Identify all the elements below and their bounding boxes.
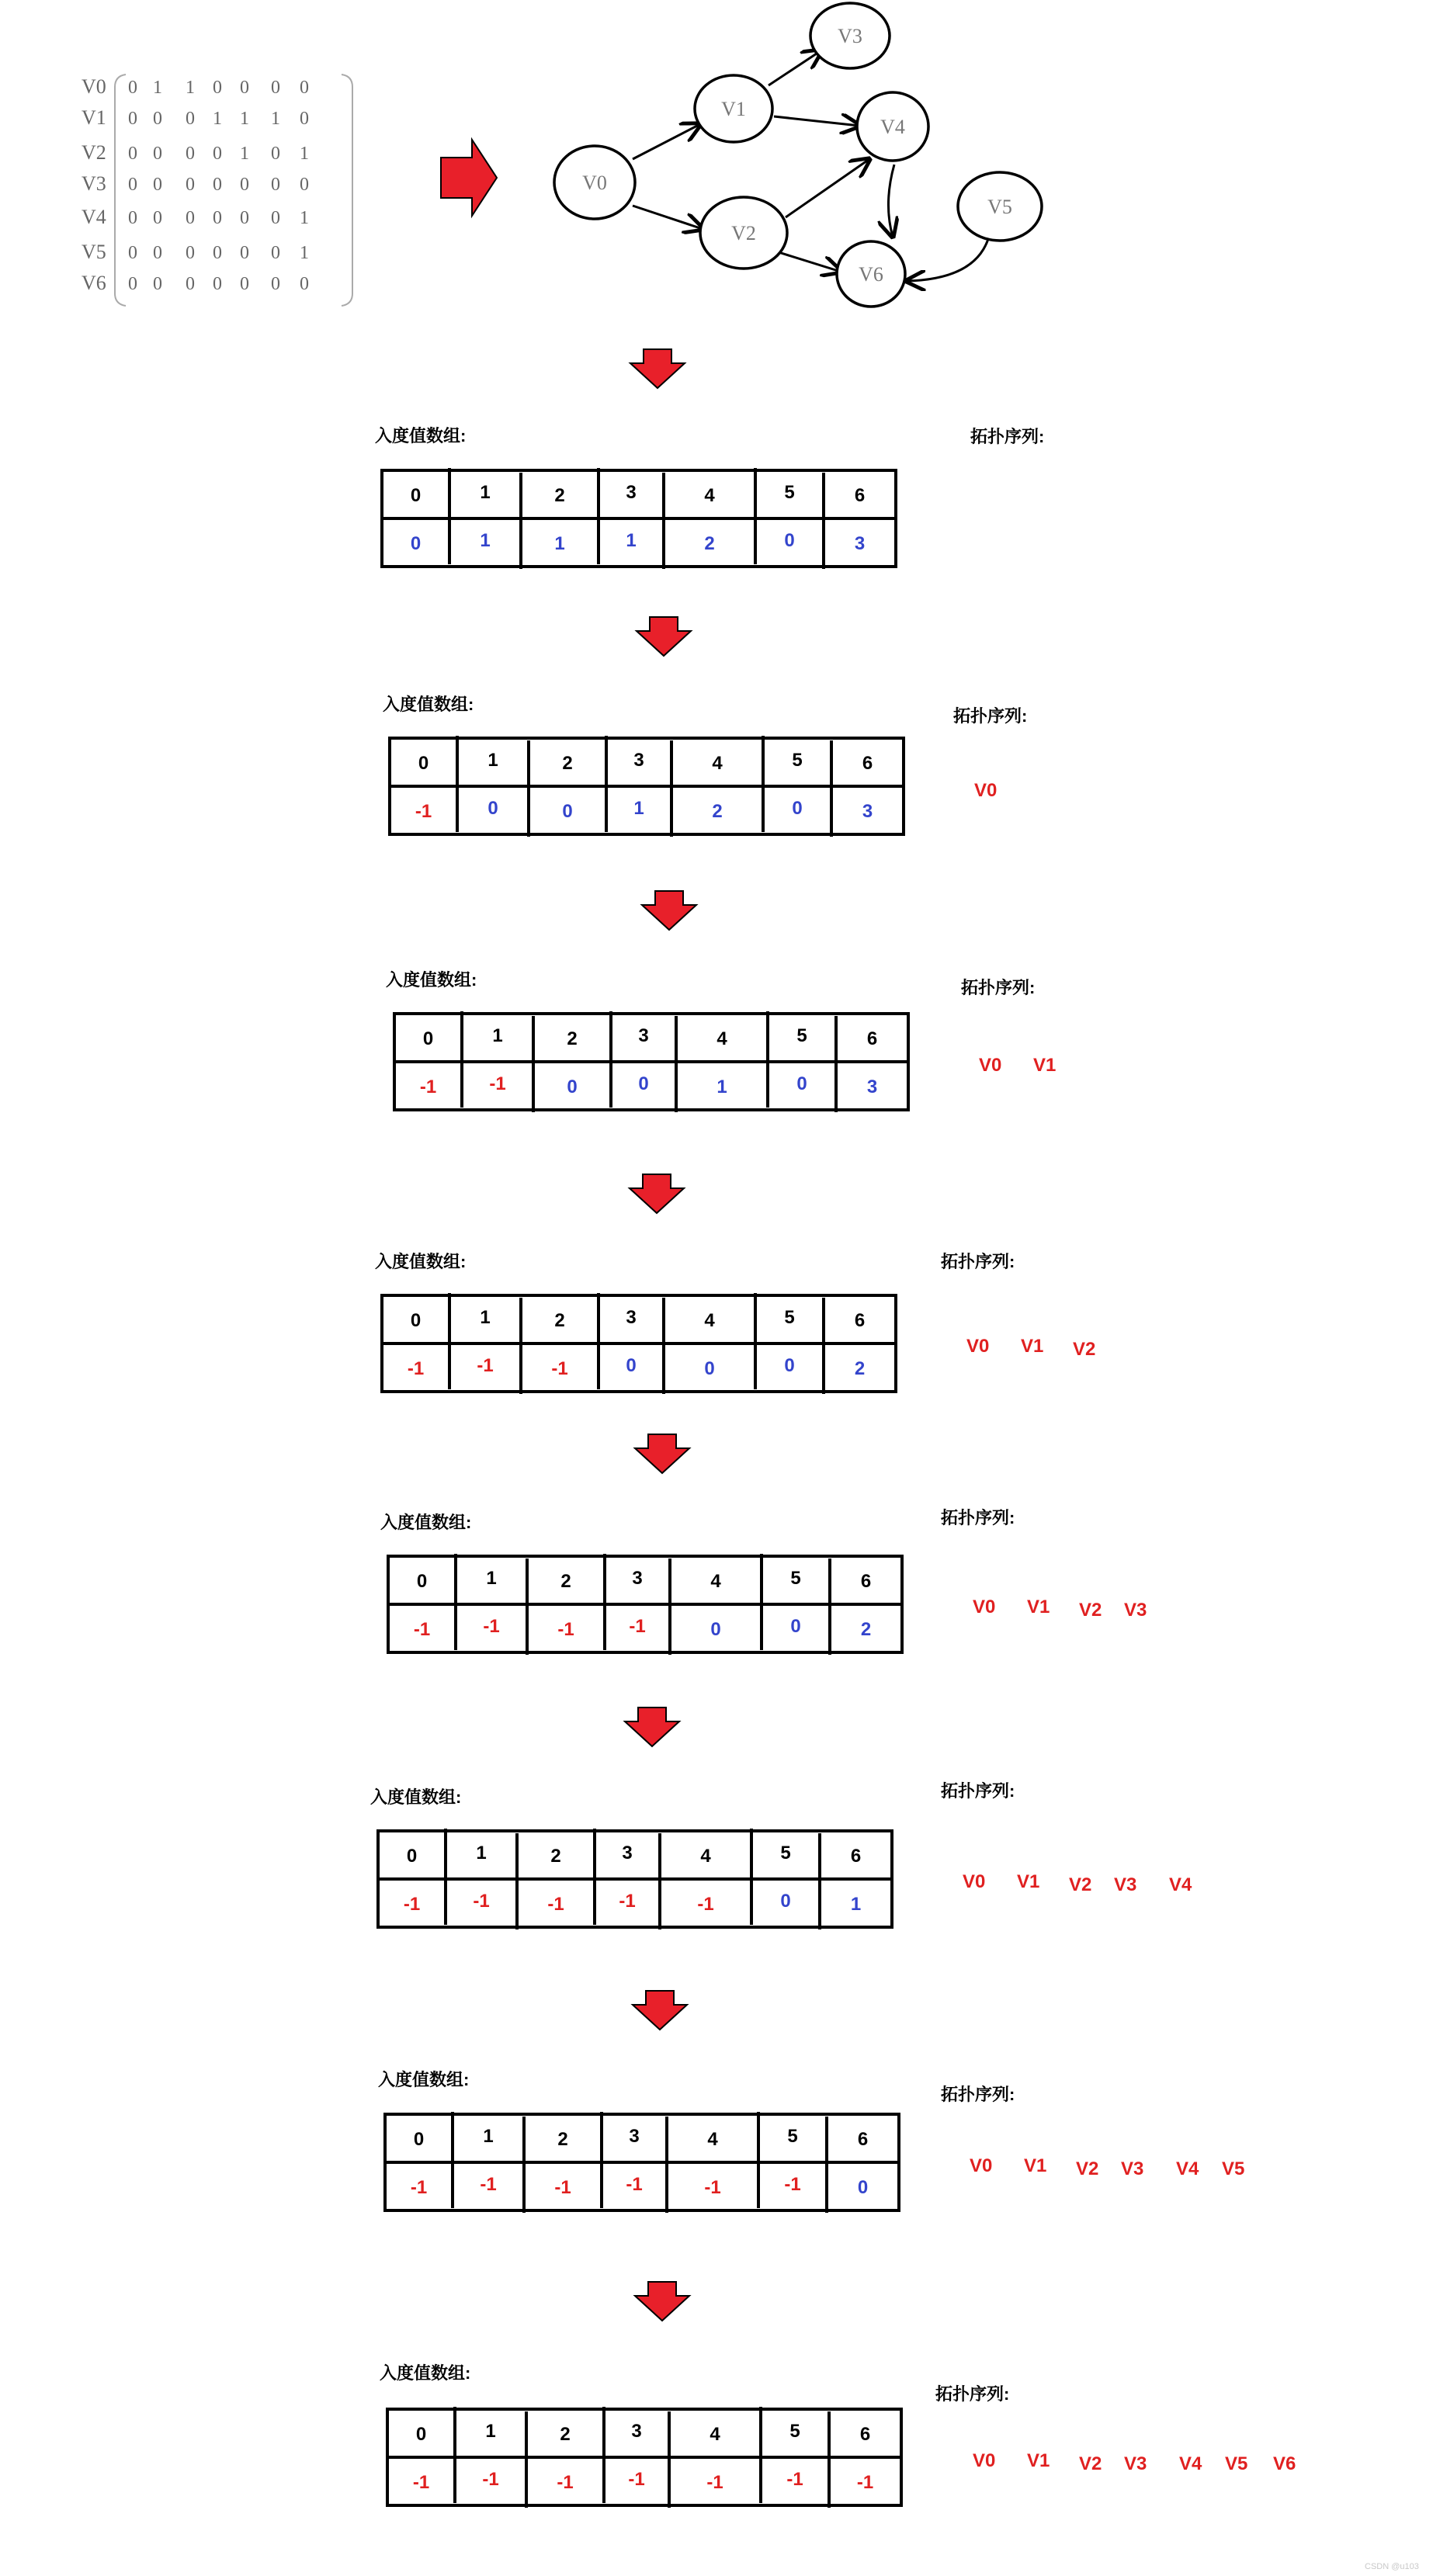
indegree-array-label: 入度值数组:: [375, 1252, 467, 1271]
topo-sequence-item: V4: [1169, 1874, 1192, 1895]
matrix-cell: 0: [186, 274, 195, 294]
indegree-table: [382, 1293, 896, 1394]
header-cell: 6: [862, 753, 873, 774]
graph-node-label: V4: [880, 116, 905, 138]
matrix-cell: 0: [240, 208, 249, 228]
steps: [370, 426, 1296, 2508]
header-cell: 3: [633, 750, 644, 771]
indegree-value-cell: 0: [704, 1358, 715, 1379]
matrix-left-bracket: [115, 75, 126, 306]
topo-sequence-label: 拓扑序列:: [941, 2085, 1015, 2104]
indegree-array-label: 入度值数组:: [386, 970, 477, 990]
matrix-cell: 0: [213, 144, 222, 164]
indegree-value-cell: 1: [554, 533, 565, 554]
down-arrow-icon: [633, 1991, 687, 2030]
header-cell: 4: [700, 1846, 711, 1867]
matrix-cell: 0: [186, 208, 195, 228]
matrix-cell: 0: [213, 243, 222, 263]
matrix-cell: 0: [271, 208, 280, 228]
indegree-value-cell: -1: [706, 2472, 723, 2493]
header-cell: 4: [716, 1028, 727, 1049]
topo-sequence-item: V0: [973, 2450, 996, 2471]
matrix-cell: 1: [300, 243, 309, 263]
step-6: [378, 2070, 1244, 2213]
topo-sequence-label: 拓扑序列:: [941, 1781, 1015, 1801]
matrix-cell: 1: [240, 109, 249, 129]
indegree-value-cell: 0: [857, 2177, 869, 2198]
matrix-cell: 0: [300, 78, 309, 98]
indegree-value-cell: -1: [704, 2177, 721, 2198]
indegree-value-cell: -1: [557, 2472, 574, 2493]
graph-node-label: V3: [838, 25, 862, 47]
indegree-value-cell: 0: [790, 1616, 801, 1637]
matrix-row-label: V0: [82, 75, 106, 98]
indegree-value-cell: 0: [784, 530, 795, 551]
matrix-cell: 1: [240, 144, 249, 164]
topo-sequence-item: V1: [1017, 1871, 1040, 1892]
topo-sequence-item: V1: [1027, 1597, 1050, 1617]
matrix-cell: 0: [213, 175, 222, 195]
adjacency-matrix: [82, 75, 352, 306]
topo-sequence-item: V0: [963, 1871, 986, 1892]
indegree-table: [382, 468, 896, 569]
indegree-value-cell: 2: [704, 533, 715, 554]
header-cell: 3: [632, 1568, 643, 1589]
indegree-value-cell: -1: [483, 1616, 500, 1637]
indegree-value-cell: 2: [860, 1619, 872, 1640]
header-cell: 6: [860, 1571, 872, 1592]
indegree-value-cell: -1: [412, 2472, 430, 2493]
matrix-cell: 0: [271, 243, 280, 263]
topo-sequence-label: 拓扑序列:: [941, 1508, 1015, 1527]
matrix-cell: 0: [271, 144, 280, 164]
matrix-cell: 0: [153, 243, 162, 263]
indegree-value-cell: -1: [856, 2472, 874, 2493]
topo-sequence-item: V1: [1027, 2450, 1050, 2471]
header-cell: 5: [787, 2126, 798, 2147]
down-arrow-icon: [630, 349, 685, 388]
matrix-cell: 0: [128, 175, 137, 195]
step-7: [380, 2363, 1296, 2508]
header-cell: 2: [560, 2424, 571, 2445]
edge-v2-v4: [786, 159, 869, 217]
header-cell: 0: [410, 485, 422, 506]
header-cell: 4: [704, 1310, 715, 1331]
matrix-row-label: V4: [82, 206, 106, 228]
indegree-value-cell: -1: [784, 2174, 801, 2195]
big-right-arrow-icon: [441, 140, 497, 216]
header-cell: 2: [554, 1310, 565, 1331]
matrix-cell: 0: [153, 109, 162, 129]
indegree-table: [390, 736, 904, 837]
indegree-value-cell: 1: [716, 1077, 727, 1097]
indegree-value-cell: 1: [626, 530, 637, 551]
header-cell: 2: [557, 2129, 568, 2150]
indegree-value-cell: -1: [419, 1077, 437, 1097]
matrix-cell: 0: [240, 78, 249, 98]
matrix-cell: 0: [153, 144, 162, 164]
topo-sequence-item: V2: [1079, 1600, 1102, 1621]
header-cell: 1: [485, 2421, 496, 2442]
graph-node-label: V1: [721, 98, 746, 120]
matrix-cell: 0: [128, 243, 137, 263]
header-cell: 0: [406, 1846, 418, 1867]
indegree-value-cell: -1: [619, 1891, 636, 1912]
indegree-value-cell: -1: [473, 1891, 490, 1912]
header-cell: 2: [554, 485, 565, 506]
indegree-value-cell: 3: [854, 533, 866, 554]
topo-sequence-label: 拓扑序列:: [953, 706, 1028, 726]
header-cell: 4: [710, 2424, 720, 2445]
header-cell: 5: [784, 1307, 795, 1328]
indegree-value-cell: 2: [854, 1358, 866, 1379]
down-arrow-icon: [642, 891, 696, 930]
header-cell: 4: [704, 485, 715, 506]
graph-node-label: V5: [987, 196, 1012, 218]
indegree-array-label: 入度值数组:: [370, 1787, 462, 1807]
matrix-cell: 0: [153, 175, 162, 195]
matrix-cell: 0: [128, 144, 137, 164]
indegree-value-cell: -1: [547, 1894, 564, 1915]
indegree-value-cell: 0: [638, 1073, 649, 1094]
topo-sequence-item: V1: [1021, 1336, 1044, 1357]
indegree-value-cell: 1: [850, 1894, 862, 1915]
header-cell: 6: [854, 1310, 866, 1331]
matrix-cell: 0: [186, 144, 195, 164]
edge-v5-v6: [907, 239, 988, 281]
matrix-cell: 0: [186, 109, 195, 129]
indegree-value-cell: -1: [410, 2177, 428, 2198]
indegree-value-cell: -1: [626, 2174, 643, 2195]
matrix-cell: 1: [271, 109, 280, 129]
matrix-cell: 1: [213, 109, 222, 129]
topo-sequence-label: 拓扑序列:: [961, 978, 1036, 997]
indegree-value-cell: 0: [792, 798, 803, 819]
matrix-cell: 0: [300, 109, 309, 129]
step-0: [375, 426, 1044, 569]
header-cell: 0: [413, 2129, 425, 2150]
indegree-value-cell: 1: [480, 530, 491, 551]
header-cell: 6: [857, 2129, 869, 2150]
indegree-table: [378, 1829, 892, 1929]
indegree-table: [394, 1011, 908, 1112]
indegree-value-cell: -1: [413, 1619, 431, 1640]
indegree-value-cell: -1: [629, 1616, 646, 1637]
header-cell: 3: [622, 1843, 633, 1864]
topo-sequence-item: V0: [970, 2155, 993, 2176]
matrix-row-label: V2: [82, 141, 106, 164]
indegree-value-cell: 0: [796, 1073, 807, 1094]
header-cell: 5: [784, 482, 795, 503]
header-cell: 2: [560, 1571, 571, 1592]
header-cell: 4: [707, 2129, 718, 2150]
matrix-cell: 0: [213, 208, 222, 228]
topo-sequence-item: V4: [1179, 2453, 1202, 2474]
graph-node-label: V0: [582, 172, 607, 194]
matrix-cell: 0: [240, 274, 249, 294]
edge-v0-v1: [633, 124, 700, 159]
indegree-table: [385, 2112, 899, 2213]
indegree-value-cell: 1: [633, 798, 644, 819]
indegree-value-cell: -1: [554, 2177, 571, 2198]
indegree-value-cell: -1: [489, 1073, 506, 1094]
header-cell: 3: [629, 2126, 640, 2147]
header-cell: 3: [631, 2421, 642, 2442]
indegree-array-label: 入度值数组:: [380, 1513, 472, 1532]
step-4: [380, 1508, 1147, 1655]
indegree-value-cell: -1: [551, 1358, 568, 1379]
indegree-value-cell: -1: [628, 2469, 645, 2490]
edge-v0-v2: [633, 206, 703, 229]
edge-v4-v6: [888, 165, 894, 237]
topo-sequence-item: V6: [1273, 2453, 1296, 2474]
header-cell: 4: [710, 1571, 721, 1592]
topo-sequence-item: V5: [1222, 2158, 1245, 2179]
step-5: [370, 1781, 1192, 1929]
edge-v2-v6: [779, 252, 841, 272]
indegree-value-cell: 0: [710, 1619, 721, 1640]
header-cell: 5: [792, 750, 803, 771]
indegree-value-cell: -1: [482, 2469, 499, 2490]
graph-node-label: V6: [859, 263, 883, 286]
header-cell: 6: [850, 1846, 862, 1867]
matrix-cell: 1: [300, 208, 309, 228]
header-cell: 1: [487, 750, 498, 771]
header-cell: 5: [796, 1025, 807, 1046]
topo-sequence-item: V2: [1073, 1339, 1096, 1360]
indegree-value-cell: 0: [567, 1077, 578, 1097]
indegree-value-cell: -1: [480, 2174, 497, 2195]
indegree-value-cell: 3: [862, 801, 873, 822]
topo-sequence-item: V5: [1225, 2453, 1248, 2474]
down-arrow-icon: [637, 617, 691, 656]
matrix-cell: 0: [186, 243, 195, 263]
header-cell: 1: [476, 1843, 487, 1864]
indegree-table: [387, 2407, 901, 2508]
matrix-cell: 0: [128, 208, 137, 228]
indegree-array-label: 入度值数组:: [375, 426, 467, 446]
down-arrow-icon: [635, 1434, 689, 1473]
matrix-cell: 0: [153, 208, 162, 228]
step-2: [386, 970, 1056, 1112]
header-cell: 5: [790, 1568, 801, 1589]
topo-sequence-item: V1: [1033, 1055, 1057, 1076]
matrix-cell: 0: [128, 274, 137, 294]
topo-sequence-label: 拓扑序列:: [935, 2384, 1010, 2404]
step-1: [383, 695, 1027, 837]
header-cell: 0: [415, 2424, 427, 2445]
matrix-right-bracket: [342, 75, 352, 306]
header-cell: 1: [480, 482, 491, 503]
header-cell: 5: [780, 1843, 791, 1864]
matrix-cell: 0: [300, 274, 309, 294]
topo-sequence-item: V0: [973, 1597, 996, 1617]
indegree-value-cell: -1: [477, 1355, 494, 1376]
indegree-value-cell: -1: [407, 1358, 425, 1379]
down-arrow-icon: [635, 2282, 689, 2321]
header-cell: 2: [562, 753, 573, 774]
header-cell: 2: [550, 1846, 561, 1867]
header-cell: 3: [626, 482, 637, 503]
matrix-cell: 0: [213, 274, 222, 294]
indegree-value-cell: -1: [697, 1894, 714, 1915]
header-cell: 0: [422, 1028, 434, 1049]
down-arrow-icon: [630, 1174, 684, 1213]
directed-graph: [554, 3, 1042, 307]
indegree-value-cell: 0: [562, 801, 573, 822]
header-cell: 4: [712, 753, 723, 774]
topo-sequence-item: V0: [974, 780, 998, 801]
indegree-value-cell: 0: [780, 1891, 791, 1912]
topo-sequence-item: V3: [1121, 2158, 1144, 2179]
indegree-value-cell: 0: [626, 1355, 637, 1376]
matrix-row-label: V1: [82, 106, 106, 129]
matrix-cell: 0: [271, 274, 280, 294]
matrix-row-label: V3: [82, 172, 106, 195]
step-3: [375, 1252, 1095, 1394]
header-cell: 1: [486, 1568, 497, 1589]
topo-sequence-item: V3: [1114, 1874, 1137, 1895]
header-cell: 3: [626, 1307, 637, 1328]
header-cell: 0: [418, 753, 429, 774]
matrix-cell: 0: [271, 175, 280, 195]
graph-node-label: V2: [731, 222, 756, 244]
matrix-cell: 0: [300, 175, 309, 195]
matrix-cell: 0: [128, 78, 137, 98]
header-cell: 1: [492, 1025, 503, 1046]
indegree-array-label: 入度值数组:: [383, 695, 474, 714]
topo-sequence-item: V4: [1176, 2158, 1199, 2179]
matrix-row-label: V6: [82, 272, 106, 294]
indegree-array-label: 入度值数组:: [380, 2363, 471, 2383]
header-cell: 3: [638, 1025, 649, 1046]
indegree-value-cell: -1: [786, 2469, 803, 2490]
header-cell: 5: [789, 2421, 800, 2442]
edge-v1-v3: [769, 50, 821, 85]
topo-sequence-item: V3: [1124, 1600, 1147, 1621]
topo-sequence-item: V0: [966, 1336, 990, 1357]
matrix-cell: 0: [153, 274, 162, 294]
topo-sequence-item: V2: [1079, 2453, 1102, 2474]
matrix-row-label: V5: [82, 241, 106, 263]
topo-sequence-item: V2: [1076, 2158, 1099, 2179]
topo-sequence-label: 拓扑序列:: [970, 427, 1045, 446]
header-cell: 0: [410, 1310, 422, 1331]
matrix-cell: 1: [300, 144, 309, 164]
indegree-value-cell: 0: [487, 798, 498, 819]
indegree-table: [388, 1554, 902, 1655]
edge-v1-v4: [774, 116, 859, 126]
topo-sequence-item: V1: [1024, 2155, 1047, 2176]
topo-sequence-item: V3: [1124, 2453, 1147, 2474]
indegree-value-cell: 3: [866, 1077, 878, 1097]
matrix-cell: 0: [240, 175, 249, 195]
indegree-value-cell: -1: [415, 801, 432, 822]
matrix-cell: 1: [186, 78, 195, 98]
indegree-value-cell: 0: [784, 1355, 795, 1376]
watermark: CSDN @u103: [1365, 2562, 1419, 2571]
matrix-cell: 1: [153, 78, 162, 98]
header-cell: 6: [859, 2424, 871, 2445]
header-cell: 6: [854, 485, 866, 506]
matrix-cell: 0: [240, 243, 249, 263]
indegree-value-cell: 0: [410, 533, 422, 554]
matrix-cell: 0: [128, 109, 137, 129]
indegree-value-cell: -1: [403, 1894, 421, 1915]
matrix-cell: 0: [213, 78, 222, 98]
topo-sequence-item: V2: [1069, 1874, 1092, 1895]
matrix-cell: 0: [271, 78, 280, 98]
header-cell: 1: [483, 2126, 494, 2147]
topo-sequence-label: 拓扑序列:: [941, 1252, 1015, 1271]
header-cell: 0: [416, 1571, 428, 1592]
matrix-cell: 0: [186, 175, 195, 195]
header-cell: 2: [567, 1028, 578, 1049]
header-cell: 1: [480, 1307, 491, 1328]
indegree-array-label: 入度值数组:: [378, 2070, 470, 2089]
down-arrow-icon: [625, 1708, 679, 1746]
indegree-value-cell: -1: [557, 1619, 574, 1640]
indegree-value-cell: 2: [712, 801, 723, 822]
header-cell: 6: [866, 1028, 878, 1049]
topo-sequence-item: V0: [979, 1055, 1002, 1076]
